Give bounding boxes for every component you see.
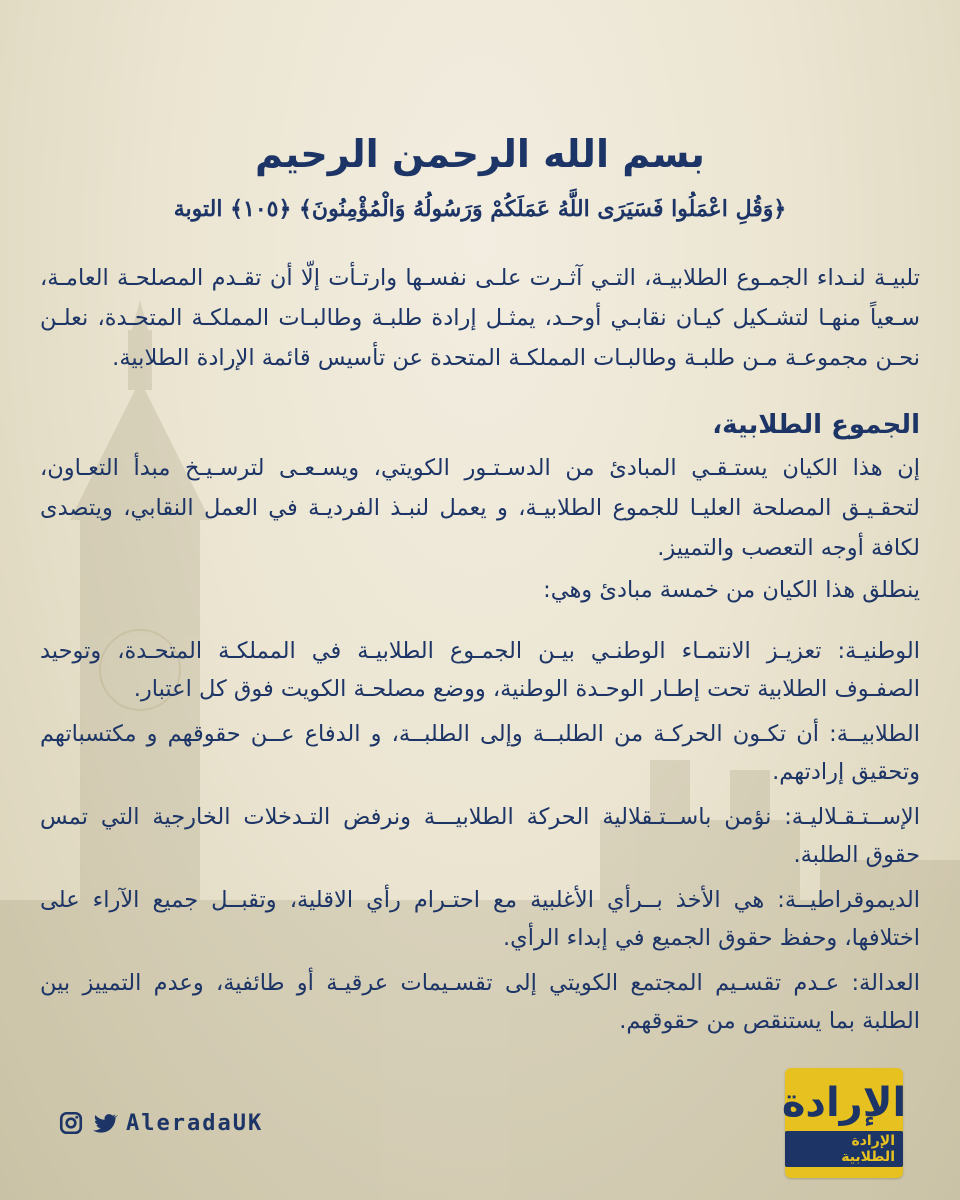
handle-text[interactable]: AleradaUK xyxy=(126,1110,264,1136)
intro-paragraph: تلبيـة لنـداء الجمـوع الطلابيـة، التـي آثـرت علـى نفسـها وارتـأت إلّا أن تقـدم المصلحـة العامـة، سـعياً منهـا لتشـكيل كيـان نقابـي أوحـد، يمثـل إرادة طلبـة وطالبـات المملكـة المتحـدة، نعلـن نحـن مجموعـة مـن طلبـة وطالبـات المملكـة المتحدة عن تأسيس قائمة الإرادة الطلابية. xyxy=(40,265,920,371)
social-handle[interactable] xyxy=(58,1110,263,1136)
instagram-icon[interactable] xyxy=(58,1110,84,1136)
twitter-icon[interactable] xyxy=(92,1110,118,1136)
principle-item: الديموقراطيــة: هي الأخذ بــرأي الأغلبية مع احتـرام رأي الاقلية، وتقبــل جميع الآراء على اختلافها، وحفظ حقوق الجميع في إبداء الرأي. xyxy=(40,887,920,951)
aleradah-logo xyxy=(781,1068,907,1178)
logo-wordmark: الإرادة xyxy=(781,1080,907,1126)
principle-item: الإســتـقـلاليـة: نؤمن باســتـقلالية الحركة الطلابيـــة ونرفض التـدخلات الخارجية التي تمس حقوق الطلبة. xyxy=(40,804,920,868)
basmala-title: بسم الله الرحمن الرحيم xyxy=(255,132,705,176)
body-paragraph: إن هذا الكيان يستـقـي المبادئ من الدسـتـور الكويتي، ويسـعـى لترسـيـخ مبدأ التعـاون، لتحقـيـق المصلحة العليـا للجموع الطلابيـة، و يعمل لنبـذ الفرديـة في العمل النقابي، ويتصدى لكافة أوجه التعصب والتمييز. xyxy=(40,455,920,561)
principle-item: الوطنيـة: تعزيـز الانتمـاء الوطنـي بيـن الجمـوع الطلابيـة في المملكـة المتحـدة، وتوحيد الصفـوف الطلابية تحت إطـار الوحـدة الوطنية، ووضع مصلحـة الكويت فوق كل اعتبار. xyxy=(40,638,920,702)
quran-verse: ﴿وَقُلِ اعْمَلُوا فَسَيَرَى اللَّهُ عَمَلَكُمْ وَرَسُولُهُ وَالْمُؤْمِنُونَ﴾ ﴿١٠٥﴾ التوبة xyxy=(173,196,787,222)
section-heading: الجموع الطلابية، xyxy=(712,410,920,440)
principle-item: الطلابيــة: أن تكـون الحركـة من الطلبــة وإلى الطلبــة، و الدفاع عــن حقوقهم و مكتسباتهم وتحقيق إرادتهم. xyxy=(40,721,920,785)
principle-item: العدالة: عـدم تقسـيم المجتمع الكويتي إلى تقسـيمات عرقيـة أو طائفية، وعدم التمييز بين الطلبة بما يستنقص من حقوقهم. xyxy=(40,970,920,1034)
principles-intro: ينطلق هذا الكيان من خمسة مبادئ وهي: xyxy=(543,577,920,603)
principles-list xyxy=(40,632,920,1047)
logo-subtitle: الإرادة الطلابية xyxy=(785,1131,903,1167)
